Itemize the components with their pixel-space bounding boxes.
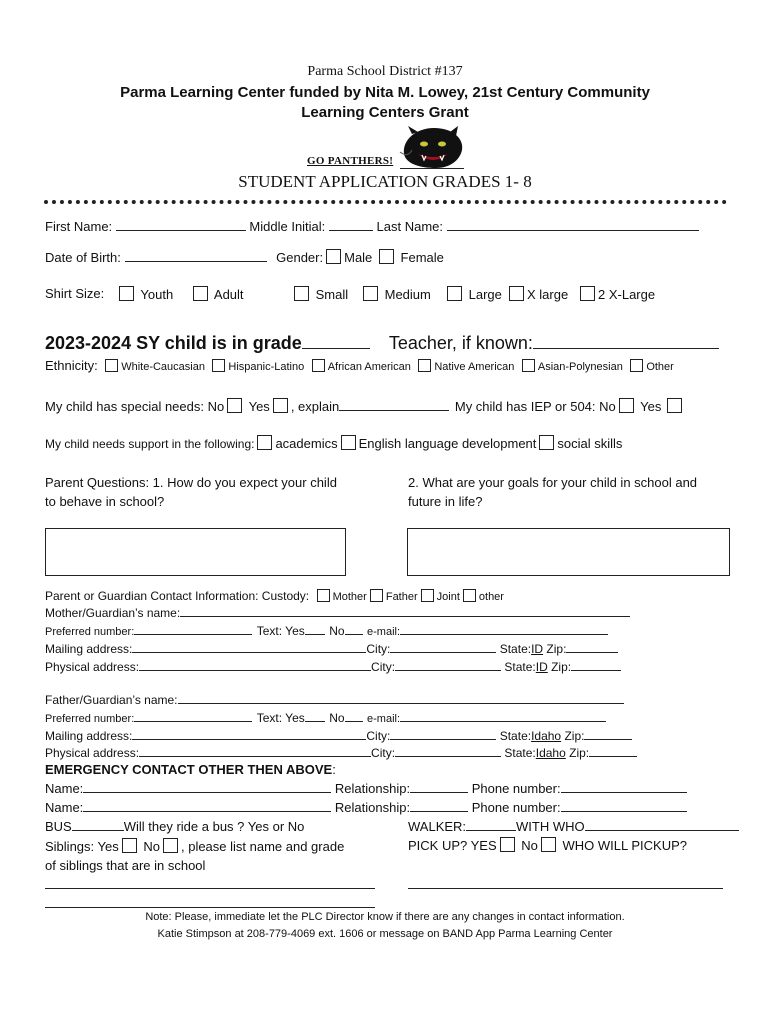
- ethnicity-hispanic-checkbox[interactable]: [212, 359, 225, 372]
- emergency-1-relationship-field[interactable]: [410, 780, 468, 793]
- walker-row: [408, 818, 739, 834]
- dob-label: Date of Birth:: [45, 250, 121, 265]
- mother-physical-row: [45, 658, 621, 674]
- mother-mailing-zip-label: Zip:: [546, 642, 567, 656]
- emergency-2-relationship-field[interactable]: [410, 799, 468, 812]
- 2xlarge-label: 2 X-Large: [598, 287, 656, 302]
- walker-label: WALKER:: [408, 819, 467, 834]
- emergency-2-name-field[interactable]: [83, 799, 331, 812]
- female-label: Female: [400, 250, 444, 265]
- iep-yes-label: Yes: [640, 399, 662, 414]
- pickup-yes-checkbox[interactable]: [500, 837, 515, 852]
- ethnicity-white-label: White-Caucasian: [121, 361, 205, 373]
- last-name-label: Last Name:: [376, 219, 444, 234]
- with-who-field[interactable]: [585, 818, 739, 831]
- special-needs-yes-label: Yes: [248, 399, 270, 414]
- support-row: [45, 435, 622, 453]
- with-who-label: WITH WHO: [516, 819, 585, 834]
- father-physical-state-label: State:: [504, 746, 536, 760]
- iep-label: My child has IEP or 504: No: [454, 399, 616, 414]
- special-needs-row: [45, 398, 685, 414]
- support-label: My child needs support in the following:: [45, 437, 255, 451]
- pickup-no-label: No: [521, 838, 538, 853]
- father-text-no-field[interactable]: [345, 709, 363, 722]
- female-checkbox[interactable]: [379, 249, 394, 264]
- custody-mother-label: Mother: [332, 591, 367, 603]
- who-pickup-label: WHO WILL PICKUP?: [562, 838, 687, 853]
- male-checkbox[interactable]: [326, 249, 341, 264]
- father-email-label: e-mail:: [367, 713, 401, 725]
- mother-email-field[interactable]: [400, 622, 608, 635]
- mother-physical-zip-field[interactable]: [571, 658, 621, 671]
- custody-mother-checkbox[interactable]: [317, 589, 330, 602]
- father-mailing-zip-field[interactable]: [584, 727, 632, 740]
- footer-contact: Katie Stimpson at 208-779-4069 ext. 1606 or message on BAND App Parma Learning Center: [157, 928, 613, 940]
- academics-label: academics: [275, 436, 338, 451]
- youth-label: Youth: [140, 287, 174, 302]
- question-1-line-2: to behave in school?: [45, 494, 165, 509]
- custody-row: [45, 587, 504, 605]
- emergency-1-name-field[interactable]: [83, 780, 331, 793]
- ethnicity-asian-label: Asian-Polynesian: [537, 361, 623, 373]
- xlarge-checkbox[interactable]: [509, 286, 524, 301]
- iep-yes-checkbox[interactable]: [667, 398, 682, 413]
- explain-label: , explain: [290, 399, 340, 414]
- father-mailing-field[interactable]: [132, 727, 366, 740]
- mother-physical-state-value: ID: [535, 660, 548, 674]
- middle-initial-field[interactable]: [329, 218, 373, 231]
- walker-field[interactable]: [466, 818, 516, 831]
- mother-text-yes-label: Text: Yes: [256, 624, 305, 638]
- question-2-line-1: 2. What are your goals for your child in school and: [408, 475, 698, 490]
- emergency-2-name-label: Name:: [45, 800, 84, 815]
- grade-row: [45, 332, 719, 354]
- iep-no-checkbox[interactable]: [619, 398, 634, 413]
- dob-row: [45, 249, 444, 265]
- emergency-row-2: [45, 799, 687, 815]
- medium-checkbox[interactable]: [363, 286, 378, 301]
- ethnicity-native-checkbox[interactable]: [418, 359, 431, 372]
- siblings-yes-checkbox[interactable]: [122, 838, 137, 853]
- ethnicity-other-checkbox[interactable]: [630, 359, 643, 372]
- mother-mailing-field[interactable]: [132, 640, 366, 653]
- mother-mailing-label: Mailing address:: [45, 642, 133, 656]
- ethnicity-label: Ethnicity:: [45, 358, 98, 373]
- teacher-field[interactable]: [533, 332, 719, 349]
- emergency-heading: EMERGENCY CONTACT OTHER THEN ABOVE: [45, 762, 333, 777]
- father-text-yes-field[interactable]: [305, 709, 325, 722]
- mother-mailing-zip-field[interactable]: [566, 640, 618, 653]
- custody-joint-label: Joint: [436, 591, 460, 603]
- father-email-field[interactable]: [400, 709, 606, 722]
- father-physical-field[interactable]: [139, 744, 371, 757]
- shirt-size-label: Shirt Size:: [45, 286, 105, 301]
- mother-mailing-row: [45, 640, 618, 656]
- adult-label: Adult: [213, 287, 244, 302]
- first-name-label: First Name:: [45, 219, 113, 234]
- emergency-1-phone-field[interactable]: [561, 780, 687, 793]
- mother-name-label: Mother/Guardian’s name:: [45, 606, 181, 620]
- siblings-row: [45, 837, 344, 875]
- xlarge-label: X large: [527, 287, 569, 302]
- adult-checkbox[interactable]: [193, 286, 208, 301]
- english-checkbox[interactable]: [341, 435, 356, 450]
- mother-physical-label: Physical address:: [45, 660, 140, 674]
- title-line-1: Parma Learning Center funded by Nita M. Lowey, 21st Century Community: [120, 84, 650, 101]
- father-preferred-field[interactable]: [134, 709, 252, 722]
- father-mailing-state-label: State:: [499, 729, 532, 743]
- father-text-yes-label: Text: Yes: [256, 711, 305, 725]
- siblings-no-checkbox[interactable]: [163, 838, 178, 853]
- small-checkbox[interactable]: [294, 286, 309, 301]
- bus-label: BUS: [45, 819, 72, 834]
- siblings-yes-label: Siblings: Yes: [45, 839, 119, 854]
- large-checkbox[interactable]: [447, 286, 462, 301]
- question-2-answer-box[interactable]: [407, 528, 730, 576]
- emergency-2-phone-field[interactable]: [561, 799, 687, 812]
- question-2-line-2: future in life?: [408, 494, 483, 509]
- grade-label: 2023-2024 SY child is in grade: [45, 333, 302, 353]
- 2xlarge-checkbox[interactable]: [580, 286, 595, 301]
- custody-joint-checkbox[interactable]: [421, 589, 434, 602]
- ethnicity-white-checkbox[interactable]: [105, 359, 118, 372]
- pickup-yes-label: PICK UP? YES: [408, 838, 497, 853]
- social-label: social skills: [557, 436, 623, 451]
- ethnicity-african-label: African American: [327, 361, 411, 373]
- footer-note: Note: Please, immediate let the PLC Director know if there are any changes in contact information.: [145, 911, 625, 923]
- academics-checkbox[interactable]: [257, 435, 272, 450]
- pickup-answer-line[interactable]: [408, 888, 723, 889]
- first-name-field[interactable]: [116, 218, 246, 231]
- father-name-label: Father/Guardian’s name:: [45, 693, 178, 707]
- emergency-1-relationship-label: Relationship:: [334, 781, 411, 796]
- father-preferred-label: Preferred number:: [45, 713, 135, 725]
- mother-physical-field[interactable]: [139, 658, 371, 671]
- question-1: [45, 473, 337, 511]
- grade-field[interactable]: [302, 332, 370, 349]
- contact-heading: Parent or Guardian Contact Information: Custody:: [45, 589, 310, 603]
- mother-email-label: e-mail:: [367, 626, 401, 638]
- mother-mailing-city-field[interactable]: [390, 640, 496, 653]
- first-name-row: [45, 218, 699, 234]
- middle-initial-label: Middle Initial:: [249, 219, 326, 234]
- mother-mailing-state-label: State:: [499, 642, 532, 656]
- male-label: Male: [344, 250, 373, 265]
- father-physical-state-value: Idaho: [535, 746, 566, 760]
- social-checkbox[interactable]: [539, 435, 554, 450]
- father-name-row: [45, 691, 624, 707]
- emergency-row-1: [45, 780, 687, 796]
- father-physical-zip-label: Zip:: [569, 746, 590, 760]
- father-mailing-label: Mailing address:: [45, 729, 133, 743]
- father-physical-city-field[interactable]: [395, 744, 501, 757]
- mother-phone-row: [45, 622, 608, 640]
- special-needs-no-checkbox[interactable]: [227, 398, 242, 413]
- siblings-line-2: of siblings that are in school: [45, 858, 206, 873]
- siblings-list-label: , please list name and grade: [180, 839, 345, 854]
- last-name-field[interactable]: [447, 218, 699, 231]
- mother-physical-zip-label: Zip:: [551, 660, 572, 674]
- form-title: STUDENT APPLICATION GRADES 1- 8: [238, 172, 532, 191]
- pickup-no-checkbox[interactable]: [541, 837, 556, 852]
- emergency-1-name-label: Name:: [45, 781, 84, 796]
- small-label: Small: [315, 287, 349, 302]
- slogan: GO PANTHERS!: [307, 155, 394, 167]
- mother-text-yes-field[interactable]: [305, 622, 325, 635]
- emergency-heading-row: EMERGENCY CONTACT OTHER THEN ABOVE:: [45, 762, 336, 777]
- ethnicity-african-checkbox[interactable]: [312, 359, 325, 372]
- question-1-line-1: Parent Questions: 1. How do you expect your child: [45, 475, 337, 490]
- gender-label: Gender:: [276, 250, 324, 265]
- mother-physical-city-label: City:: [371, 660, 396, 674]
- father-mailing-city-label: City:: [366, 729, 391, 743]
- bus-field[interactable]: [72, 818, 124, 831]
- youth-checkbox[interactable]: [119, 286, 134, 301]
- emergency-2-relationship-label: Relationship:: [334, 800, 411, 815]
- english-label: English language development: [358, 436, 537, 451]
- question-1-answer-box[interactable]: [45, 528, 346, 576]
- mother-text-no-field[interactable]: [345, 622, 363, 635]
- mother-physical-city-field[interactable]: [395, 658, 501, 671]
- siblings-no-label: No: [143, 839, 160, 854]
- emergency-1-phone-label: Phone number:: [471, 781, 561, 796]
- siblings-answer-line-1[interactable]: [45, 888, 375, 889]
- father-phone-row: [45, 709, 606, 727]
- special-needs-yes-checkbox[interactable]: [273, 398, 288, 413]
- father-mailing-city-field[interactable]: [390, 727, 496, 740]
- explain-field[interactable]: [339, 398, 449, 411]
- mother-preferred-field[interactable]: [134, 622, 252, 635]
- father-physical-city-label: City:: [371, 746, 396, 760]
- father-text-no-label: No: [329, 711, 345, 725]
- mother-mailing-state-value: ID: [531, 642, 544, 656]
- ethnicity-asian-checkbox[interactable]: [522, 359, 535, 372]
- custody-other-checkbox[interactable]: [463, 589, 476, 602]
- ethnicity-native-label: Native American: [434, 361, 515, 373]
- question-2: [408, 473, 697, 511]
- title-line-2: Learning Centers Grant: [301, 104, 469, 121]
- siblings-answer-line-2[interactable]: [45, 907, 375, 908]
- teacher-label: Teacher, if known:: [388, 333, 533, 353]
- dotted-divider: [44, 200, 727, 204]
- panther-logo: [398, 124, 468, 172]
- special-needs-label: My child has special needs: No: [45, 399, 225, 414]
- mother-mailing-city-label: City:: [366, 642, 391, 656]
- district-name: Parma School District #137: [307, 64, 463, 79]
- father-mailing-zip-label: Zip:: [564, 729, 585, 743]
- custody-father-checkbox[interactable]: [370, 589, 383, 602]
- bus-question: Will they ride a bus ? Yes or No: [123, 819, 305, 834]
- bus-row: [45, 818, 304, 834]
- father-physical-zip-field[interactable]: [589, 744, 637, 757]
- mother-text-no-label: No: [329, 624, 345, 638]
- custody-father-label: Father: [385, 591, 418, 603]
- medium-label: Medium: [384, 287, 431, 302]
- dob-field[interactable]: [125, 249, 267, 262]
- custody-other-label: other: [478, 591, 504, 603]
- ethnicity-hispanic-label: Hispanic-Latino: [228, 361, 305, 373]
- mother-name-row: [45, 604, 630, 620]
- mother-physical-state-label: State:: [504, 660, 536, 674]
- father-name-field[interactable]: [178, 691, 624, 704]
- father-mailing-state-value: Idaho: [531, 729, 562, 743]
- pickup-row: [408, 837, 687, 853]
- large-label: Large: [468, 287, 502, 302]
- ethnicity-row: [45, 357, 674, 375]
- father-physical-label: Physical address:: [45, 746, 140, 760]
- father-mailing-row: [45, 727, 632, 743]
- father-physical-row: [45, 744, 637, 760]
- mother-name-field[interactable]: [180, 604, 630, 617]
- emergency-2-phone-label: Phone number:: [471, 800, 561, 815]
- mother-preferred-label: Preferred number:: [45, 626, 135, 638]
- ethnicity-other-label: Other: [646, 361, 674, 373]
